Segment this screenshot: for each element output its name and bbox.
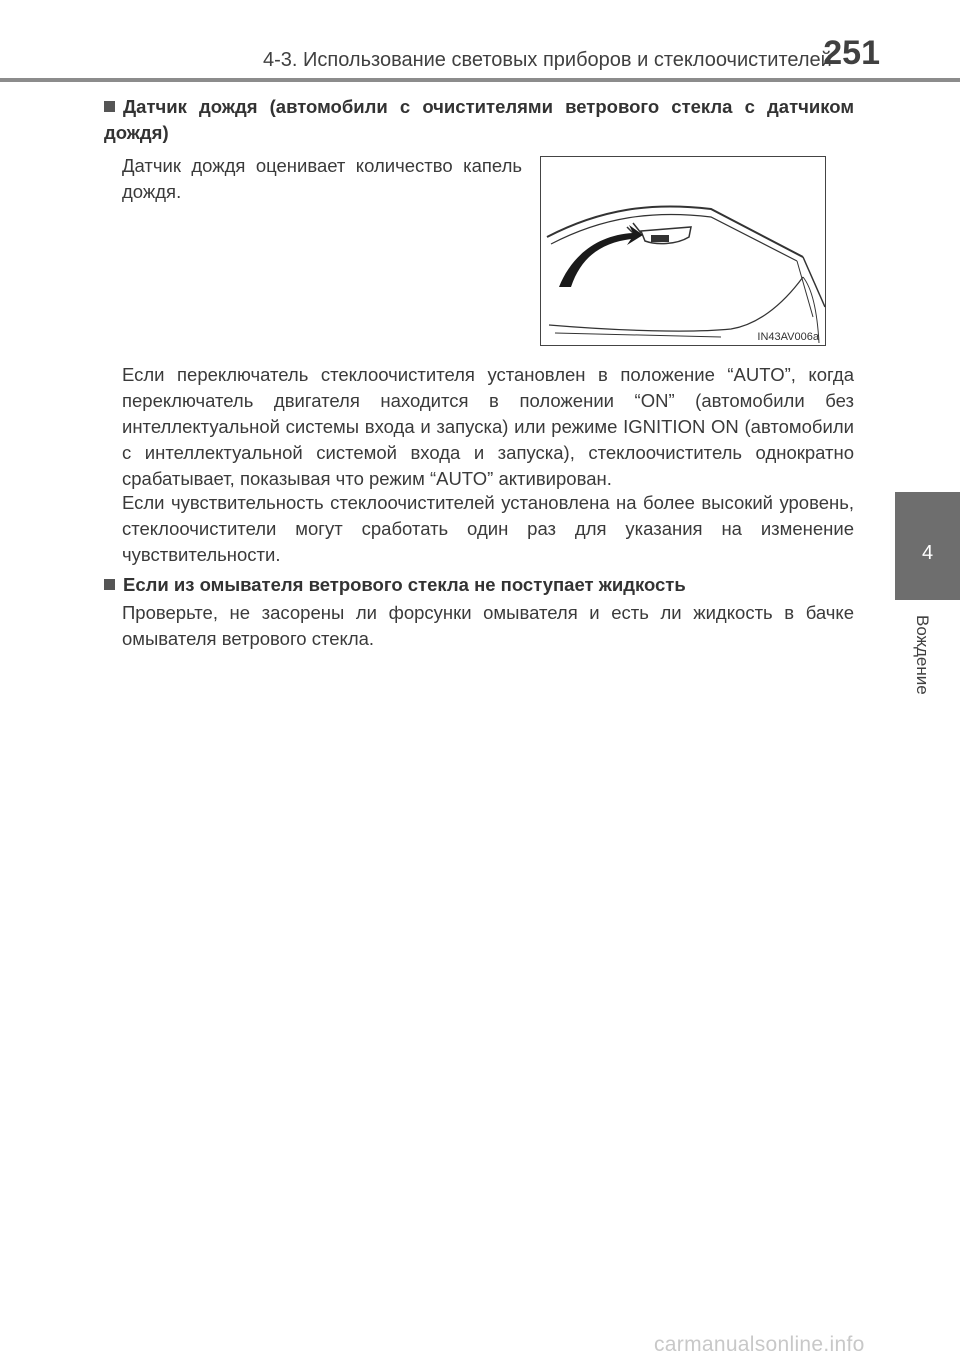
rain-sensor-illustration <box>540 156 826 346</box>
paragraph-auto-mode: Если переключатель стеклоочистителя установлен в положение “AUTO”, когда переключатель двигателя находится в положении “ON” (автомобили без интеллектуальной системы входа и запуска) или режиме IGNITION ON (автомобили с интеллектуальной системой входа и запуска), стеклоочиститель однократно срабатывает, показывая что режим “AUTO” активирован. <box>122 364 854 489</box>
page-number: 251 <box>823 34 880 72</box>
windshield-drawing <box>541 157 827 347</box>
paragraph-sensitivity: Если чувствительность стеклоочистителей установлена на более высокий уровень, стеклоочистители могут сработать один раз для указания на изменение чувствительности. <box>122 492 854 565</box>
heading-text: Датчик дождя (автомобили с очистителями ветрового стекла с датчиком дождя) <box>104 96 854 143</box>
paragraph-washer-check: Проверьте, не засорены ли форсунки омывателя и есть ли жидкость в бачке омывателя ветрового стекла. <box>122 602 854 649</box>
section-heading-rain-sensor <box>104 94 854 146</box>
heading-text: Если из омывателя ветрового стекла не поступает жидкость <box>123 574 686 595</box>
chapter-label: Вождение <box>913 615 932 695</box>
square-bullet-icon <box>104 101 115 112</box>
square-bullet-icon <box>104 579 115 590</box>
chapter-number: 4 <box>921 542 934 564</box>
intro-paragraph: Датчик дождя оценивает количество капель дождя. <box>122 155 522 202</box>
header-divider <box>0 78 960 82</box>
section-heading-washer <box>104 572 854 598</box>
chapter-tab[interactable] <box>895 492 960 600</box>
figure-code: IN43AV006a <box>757 331 819 343</box>
watermark: carmanualsonline.info <box>654 1333 865 1356</box>
section-title: 4-3. Использование световых приборов и стеклоочистителей <box>263 49 832 71</box>
